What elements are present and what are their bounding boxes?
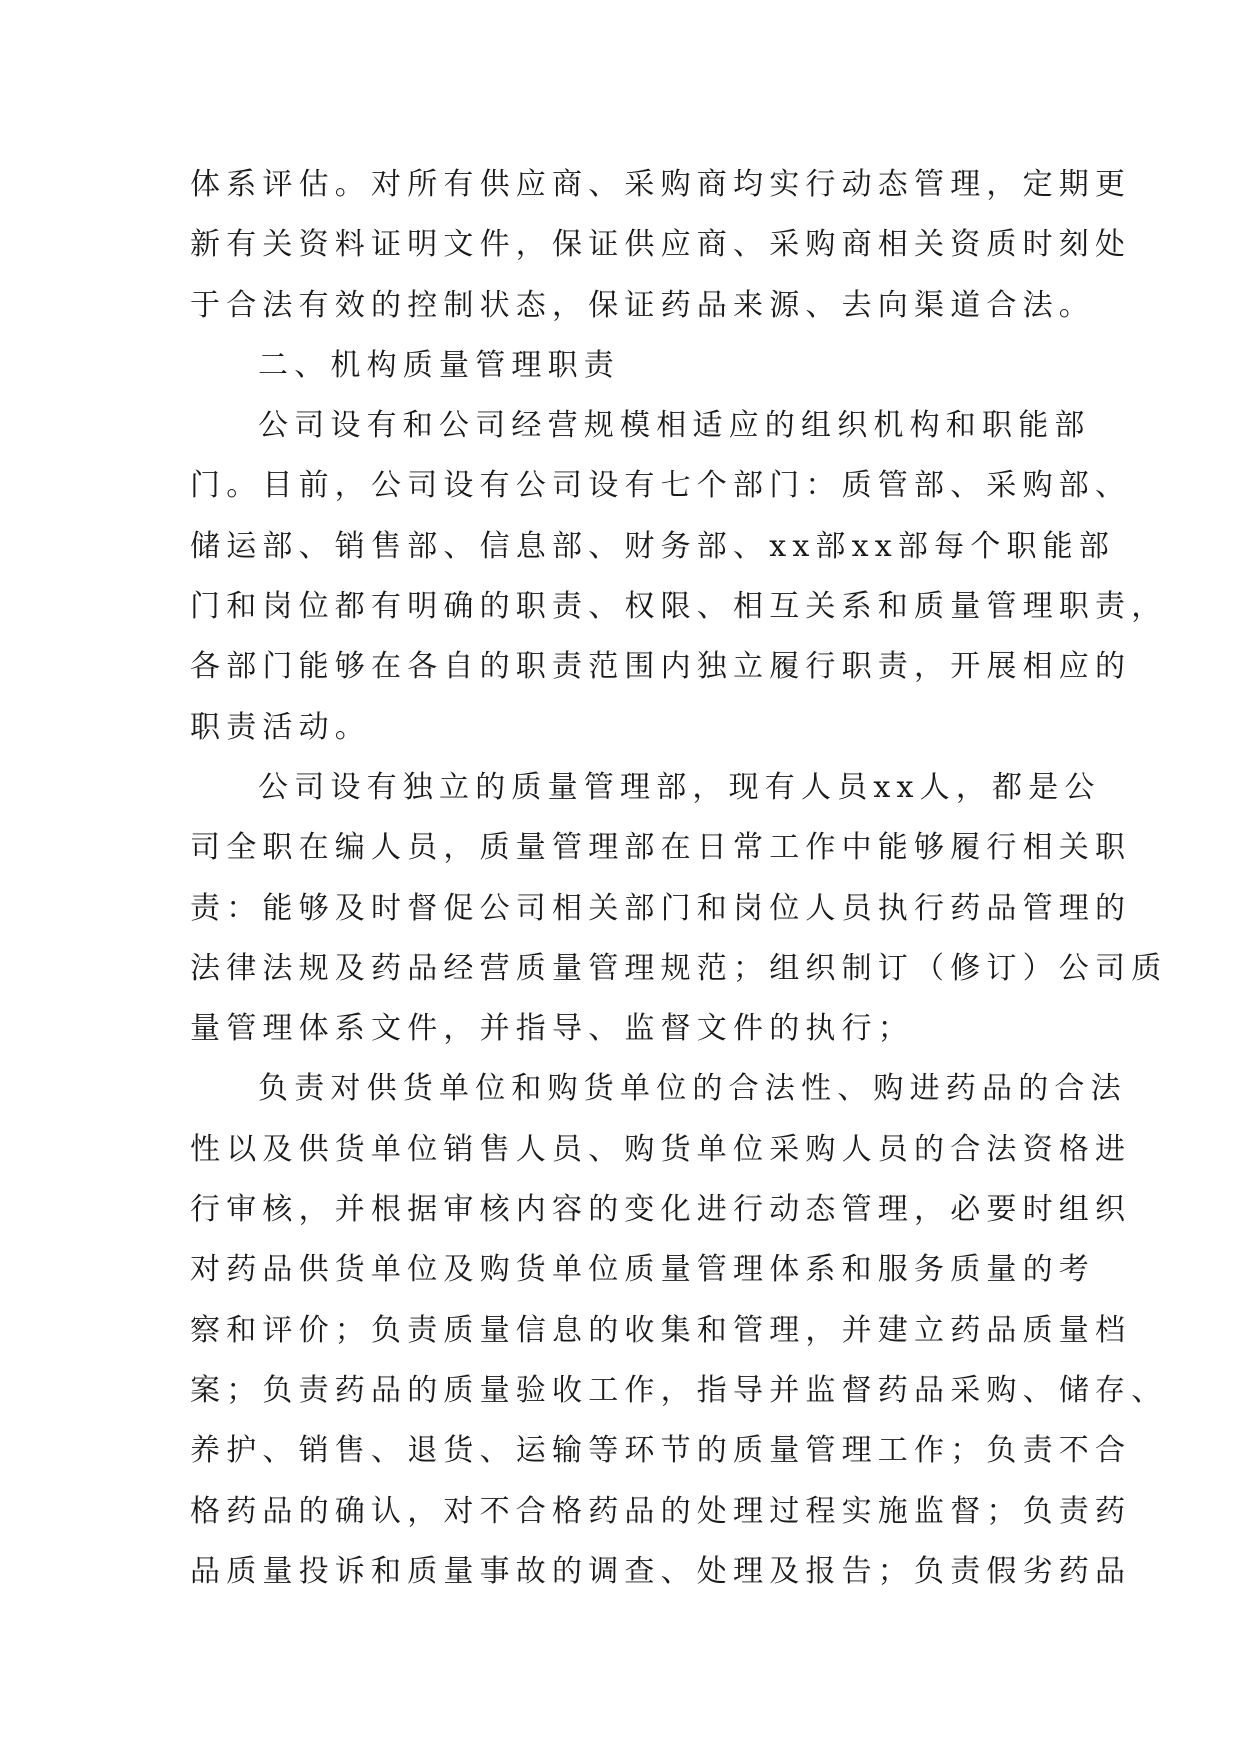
text-line: 性以及供货单位销售人员、购货单位采购人员的合法资格进	[190, 1131, 1132, 1167]
text-line: 储运部、销售部、信息部、财务部、xx部xx部每个职能部	[190, 528, 1116, 564]
text-line: 门和岗位都有明确的职责、权限、相互关系和质量管理职责，	[190, 589, 1168, 625]
section-heading: 二、机构质量管理职责	[258, 347, 620, 383]
text-line: 新有关资料证明文件，保证供应商、采购商相关资质时刻处	[190, 227, 1132, 263]
text-line: 各部门能够在各自的职责范围内独立履行职责，开展相应的	[190, 649, 1132, 685]
text-line: 公司设有和公司经营规模相适应的组织机构和职能部	[258, 408, 1091, 444]
text-line: 于合法有效的控制状态，保证药品来源、去向渠道合法。	[190, 287, 1095, 323]
text-line: 养护、销售、退货、运输等环节的质量管理工作；负责不合	[190, 1433, 1132, 1469]
text-line: 门。目前，公司设有公司设有七个部门：质管部、采购部、	[190, 468, 1132, 504]
text-line: 案；负责药品的质量验收工作，指导并监督药品采购、储存、	[190, 1372, 1168, 1408]
text-line: 察和评价；负责质量信息的收集和管理，并建立药品质量档	[190, 1312, 1132, 1348]
text-line: 负责对供货单位和购货单位的合法性、购进药品的合法	[258, 1071, 1127, 1107]
text-line: 法律法规及药品经营质量管理规范；组织制订（修订）公司质	[190, 950, 1168, 986]
text-line: 司全职在编人员，质量管理部在日常工作中能够履行相关职	[190, 830, 1132, 866]
text-line: 责：能够及时督促公司相关部门和岗位人员执行药品管理的	[190, 890, 1132, 926]
text-line: 格药品的确认，对不合格药品的处理过程实施监督；负责药	[190, 1493, 1132, 1529]
text-line: 职责活动。	[190, 709, 371, 745]
text-line: 体系评估。对所有供应商、采购商均实行动态管理，定期更	[190, 167, 1132, 202]
text-line: 品质量投诉和质量事故的调查、处理及报告；负责假劣药品	[190, 1553, 1132, 1589]
text-line: 公司设有独立的质量管理部，现有人员xx人，都是公	[258, 769, 1101, 805]
text-line: 对药品供货单位及购货单位质量管理体系和服务质量的考	[190, 1252, 1095, 1288]
document-body	[190, 155, 1168, 1602]
text-line: 行审核，并根据审核内容的变化进行动态管理，必要时组织	[190, 1192, 1132, 1228]
text-line: 量管理体系文件，并指导、监督文件的执行；	[190, 1011, 914, 1047]
